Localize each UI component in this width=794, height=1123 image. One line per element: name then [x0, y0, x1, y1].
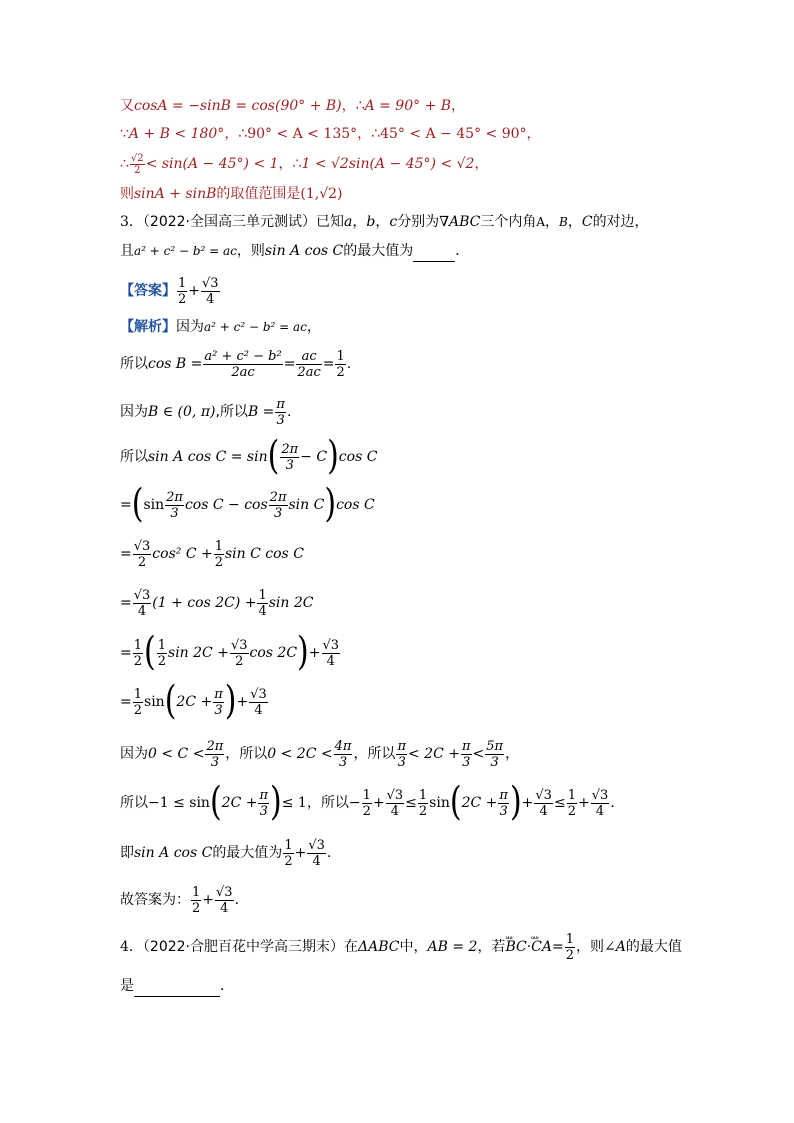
math: 1 < √2sin(A − 45°) < √2 — [301, 156, 475, 172]
analysis-line-13: 故答案为： $\frac{1}{2}$ + $\frac{√3}{4}$ . — [120, 884, 240, 916]
analysis-line-5: =(sin $\frac{2\pi}{3}$ cos C − cos $\frac{2\pi}{3}$ sin C)cos C — [120, 481, 375, 528]
math: A + B < 180° — [128, 126, 225, 142]
therefore-symbol: ∴ — [120, 156, 129, 172]
analysis-line-10: 因为0 < C < $\frac{2\pi}{3}$ ，所以0 < 2C < $\frac{4\pi}{3}$ ，所以 $\frac{\pi}{3}$ < 2C + $\frac{\pi}{3}$ < $\frac{5\pi}{3}$ ， — [120, 738, 520, 770]
text: ，∴ — [341, 98, 365, 114]
text: ， — [451, 98, 466, 114]
analysis-line-3: 因为B ∈ (0, π),所以B = $\frac{\pi}{3}$ . — [120, 396, 292, 428]
vector: ᵤᵤᵥ CA — [531, 930, 552, 964]
text: 则 — [120, 186, 134, 202]
math: (1,√2) — [300, 186, 343, 202]
question-3-line-2: 且a² + c² − b² = ac，则sin A cos C的最大值为 ． — [120, 241, 469, 262]
analysis-line-4: 所以sin A cos C = sin( $\frac{2\pi}{3}$ − C)cos C — [120, 433, 378, 480]
derivation-line-2 — [120, 124, 541, 144]
question-3-line-1: 3．（2022·全国高三单元测试）已知a，b，c分别为∇ABC三个内角A，B，C的对边， — [120, 214, 649, 230]
derivation-line-4 — [120, 184, 343, 204]
analysis-line-12: 即sin A cos C的最大值为 $\frac{1}{2}$ + $\frac{√3}{4}$ . — [120, 837, 332, 869]
math: A = 90° + B — [364, 98, 452, 114]
derivation-line-3 — [120, 150, 488, 178]
answer-label: 【答案】 — [120, 283, 176, 299]
because-symbol: ∵ — [120, 126, 129, 142]
answer-line: 【答案】 $\frac{1}{2}$ + $\frac{√3}{4}$ — [120, 275, 219, 307]
text: ，∴ — [224, 126, 248, 142]
text: ， — [526, 126, 541, 142]
text: 又 — [120, 98, 134, 114]
analysis-line-2: 所以cos B = $\frac{\text{a² + c² − b²}}{2ac}$ = $\frac{ac}{2ac}$ = $\frac{1}{2}$ . — [120, 348, 352, 380]
question-4-line-2: 是 ． — [120, 976, 234, 997]
math: cosA = −sinB = cos(90° + B) — [134, 98, 342, 114]
analysis-line-7: = $\frac{√3}{4}$ (1 + cos 2C) + $\frac{1}{4}$ sin 2C — [120, 587, 314, 619]
answer-blank[interactable] — [413, 241, 455, 262]
analysis-line-8: = $\frac{1}{2}$ ( $\frac{1}{2}$ sin 2C + $\frac{√3}{2}$ cos 2C)+ $\frac{√3}{4}$ — [120, 629, 340, 676]
analysis-label: 【解析】 — [120, 319, 176, 335]
vector: ᵤᵤᵥ BC — [505, 930, 526, 964]
analysis-line-6: = $\frac{√3}{2}$ cos² C + $\frac{1}{2}$ sin C cos C — [120, 538, 304, 570]
analysis-line-11: 所以−1 ≤ sin(2C + $\frac{\pi}{3}$ )≤ 1，所以− $\frac{1}{2}$ + $\frac{√3}{4}$ ≤ $\frac{1}{2}$ sin(2C + $\frac{\pi}{3}$ )+ $\frac{√3}{4}$ ≤ $\frac{1}{2}$ + $\frac{√3}{4}$ . — [120, 779, 615, 826]
question-source: （2022·合肥百花中学高三期末） — [142, 939, 345, 955]
text: ，∴ — [357, 126, 381, 142]
text: ，∴ — [278, 156, 302, 172]
answer-blank[interactable] — [134, 976, 220, 997]
math: 45° < A − 45° < 90° — [380, 126, 527, 142]
math: < sin(A − 45°) < 1 — [145, 156, 279, 172]
analysis-line-1: 【解析】因为a² + c² − b² = ac， — [120, 319, 321, 335]
derivation-line-1 — [120, 96, 465, 116]
question-4-line-1: 4．（2022·合肥百花中学高三期末）在ΔABC中，AB = 2，若ᵤᵤᵥ BC·ᵤᵤᵥ CA= $\frac{1}{2}$ ，则∠A的最大值 — [120, 930, 682, 964]
fraction: $\frac{√2}{2}$ — [130, 152, 144, 176]
math: sinA + sinB — [134, 186, 217, 202]
question-number: 4． — [120, 939, 143, 955]
text: ， — [474, 156, 489, 172]
text: 的取值范围是 — [216, 186, 301, 202]
math: 90° < A < 135° — [247, 126, 358, 142]
question-source: （2022·全国高三单元测试） — [142, 214, 317, 230]
analysis-line-9: = $\frac{1}{2}$ sin(2C + $\frac{\pi}{3}$ )+ $\frac{√3}{4}$ — [120, 678, 267, 725]
question-number: 3． — [120, 214, 143, 230]
